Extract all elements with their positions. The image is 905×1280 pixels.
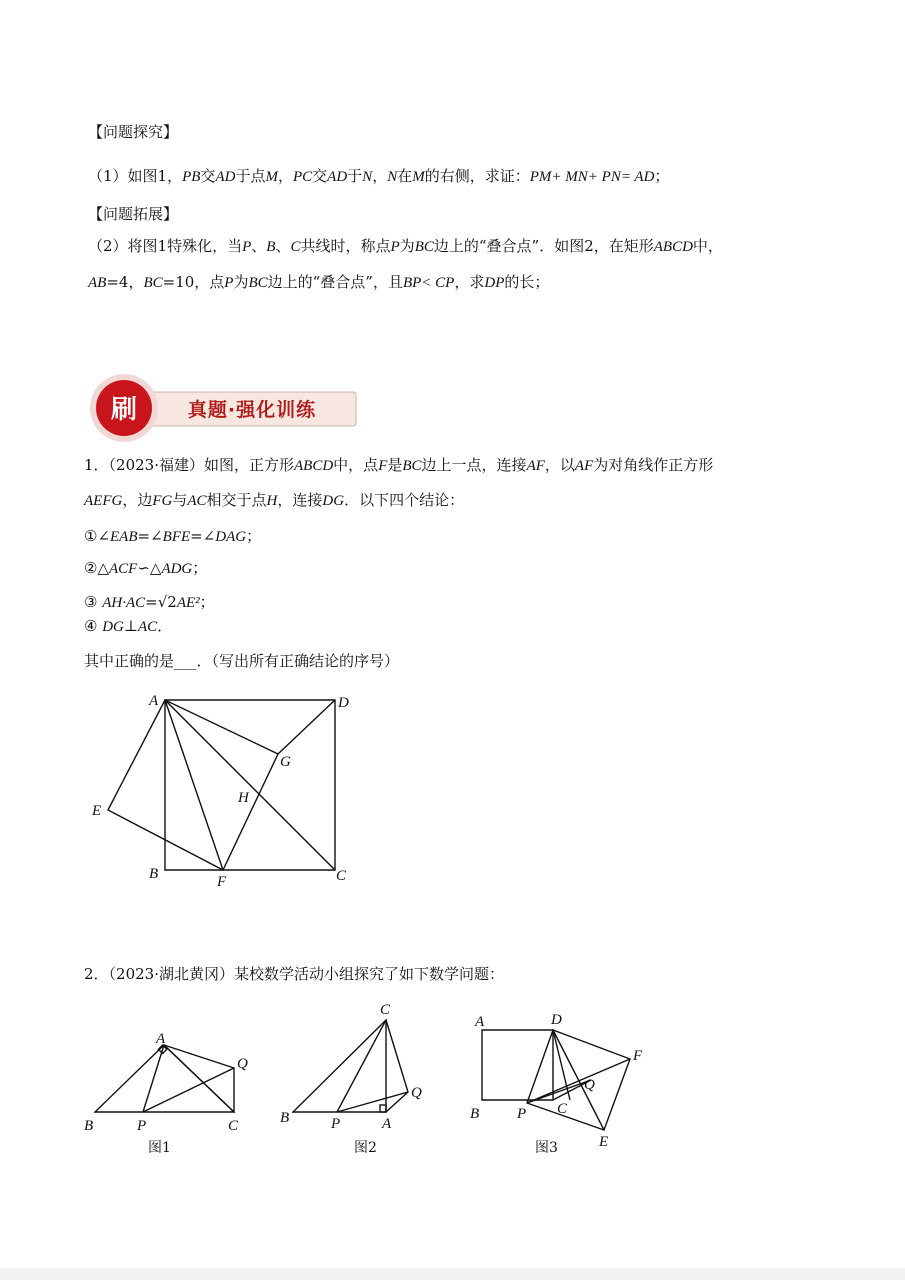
fig3-label-e: E xyxy=(599,1134,609,1150)
label-h: H xyxy=(238,790,249,806)
question-2-line-1: （2）将图1特殊化，当P、B、C共线时，称点P为BC边上的“叠合点”．如图2，在矩形ABCD中， xyxy=(88,237,723,255)
fig1-label-p: P xyxy=(137,1118,147,1134)
label-a: A xyxy=(149,693,159,709)
conclusion-3: ③ AH·AC=√2AE²； xyxy=(84,593,215,611)
label-e: E xyxy=(92,803,102,819)
problem-1-ask: 其中正确的是___．（写出所有正确结论的序号） xyxy=(84,652,400,670)
fig1-label-a: A xyxy=(156,1031,166,1047)
segment-dc xyxy=(553,1030,570,1100)
conclusion-4: ④ DG⊥AC． xyxy=(84,617,173,635)
square-aefg xyxy=(108,700,278,870)
figure-1-lines xyxy=(95,1045,234,1112)
fig3-label-d: D xyxy=(551,1012,562,1028)
segment-dg xyxy=(278,700,335,754)
fig3-label-q: Q xyxy=(584,1077,595,1093)
figure-2-lines xyxy=(293,1020,408,1112)
label-b: B xyxy=(149,866,159,882)
fig3-label-a: A xyxy=(475,1014,485,1030)
diagonal-ac xyxy=(165,700,335,870)
problem-1-figure xyxy=(80,684,370,890)
fig3-label-b: B xyxy=(470,1106,480,1122)
label-f: F xyxy=(217,874,227,890)
fig1-caption: 图1 xyxy=(148,1140,171,1156)
bottom-strip xyxy=(0,1268,905,1280)
problem-2-figures xyxy=(80,995,660,1160)
heading-extend: 【问题拓展】 xyxy=(88,205,179,223)
figure-3-lines xyxy=(482,1030,630,1130)
problem-1-line-2: AEFG，边FG与AC相交于点H，连接DG．以下四个结论： xyxy=(84,491,465,509)
problem-2-line-1: 2．（2023·湖北黄冈）某校数学活动小组探究了如下数学问题： xyxy=(84,965,504,983)
right-angle-mark-a2 xyxy=(380,1105,386,1112)
question-1: （1）如图1，PB交AD于点M，PC交AD于N，N在M的右侧，求证：PM+ MN+ PN= AD； xyxy=(88,167,670,185)
conclusion-2: ②△ACF∽△ADG； xyxy=(84,559,208,577)
fig3-label-f: F xyxy=(633,1048,643,1064)
heading-explore: 【问题探究】 xyxy=(88,123,179,141)
label-c: C xyxy=(336,868,347,884)
fig2-label-b: B xyxy=(280,1110,290,1126)
problem-1-line-1: 1．（2023·福建）如图，正方形ABCD中，点F是BC边上一点，连接AF，以AF为对角线作正方形 xyxy=(84,456,714,474)
practice-banner xyxy=(84,372,360,444)
segment-pq3 xyxy=(527,1080,591,1103)
conclusion-1: ①∠EAB=∠BFE=∠DAG； xyxy=(84,527,262,545)
triangle-bac xyxy=(293,1020,386,1112)
fig2-caption: 图2 xyxy=(354,1140,377,1156)
fig2-label-a: A xyxy=(382,1116,392,1132)
fig3-caption: 图3 xyxy=(535,1140,558,1156)
segment-cqa xyxy=(386,1020,408,1112)
fig2-label-p: P xyxy=(331,1116,341,1132)
square-abcd-3 xyxy=(482,1030,553,1100)
segment-pf xyxy=(527,1059,630,1103)
segment-ac-diag xyxy=(164,1045,234,1112)
fig3-label-c: C xyxy=(557,1101,568,1117)
fig1-label-q: Q xyxy=(237,1056,248,1072)
banner-title: 真题·强化训练 xyxy=(187,399,317,421)
segment-pc xyxy=(337,1020,386,1112)
label-d: D xyxy=(338,695,349,711)
fig1-label-b: B xyxy=(84,1118,94,1134)
question-2-line-2: AB=4，BC=10，点P为BC边上的“叠合点”，且BP< CP，求DP的长； xyxy=(88,273,550,291)
fig3-label-p: P xyxy=(517,1106,527,1122)
fig2-label-q: Q xyxy=(411,1085,422,1101)
label-g: G xyxy=(280,754,291,770)
badge-char: 刷 xyxy=(110,395,138,425)
segment-pq xyxy=(143,1068,234,1112)
fig2-label-c: C xyxy=(380,1002,391,1018)
fig1-label-c: C xyxy=(228,1118,239,1134)
